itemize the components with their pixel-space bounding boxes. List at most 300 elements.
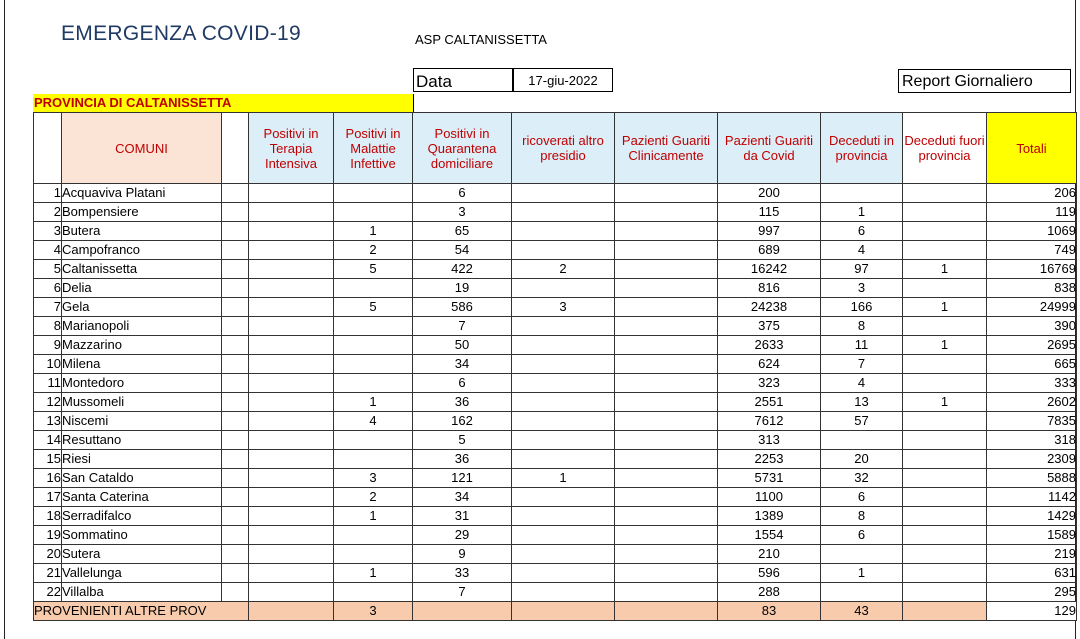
cell-malattie [334,526,413,545]
spacer-cell [222,355,249,374]
cell-ricoverati [512,545,615,564]
cell-ricoverati: 3 [512,298,615,317]
footer-row[interactable] [34,602,1077,621]
cell-terapia [249,450,334,469]
comune-name: Butera [62,222,222,241]
cell-guariti-covid: 7612 [718,412,821,431]
cell-quarantena: 6 [413,184,512,203]
cell-deceduti-fuori [903,564,987,583]
cell-totali: 1429 [987,507,1077,526]
cell-malattie: 3 [334,469,413,488]
cell-guariti-clin [615,450,718,469]
cell-guariti-covid: 689 [718,241,821,260]
cell-deceduti-fuori [903,203,987,222]
cell-deceduti-prov [821,583,903,602]
cell-quarantena: 19 [413,279,512,298]
cell-ricoverati [512,431,615,450]
cell-malattie [334,583,413,602]
cell-totali: 5888 [987,469,1077,488]
cell-guariti-covid: 624 [718,355,821,374]
footer-malattie: 3 [334,602,413,621]
cell-quarantena: 586 [413,298,512,317]
table-row[interactable] [34,355,1077,374]
cell-guariti-clin [615,469,718,488]
cell-totali: 838 [987,279,1077,298]
spacer-cell [222,374,249,393]
cell-quarantena: 9 [413,545,512,564]
cell-totali: 206 [987,184,1077,203]
cell-terapia [249,583,334,602]
cell-guariti-clin [615,317,718,336]
spacer-cell [222,184,249,203]
cell-deceduti-prov: 7 [821,355,903,374]
cell-ricoverati [512,526,615,545]
header-totali: Totali [987,113,1077,184]
comune-name: Sommatino [62,526,222,545]
cell-totali: 2309 [987,450,1077,469]
cell-guariti-covid: 16242 [718,260,821,279]
cell-quarantena: 3 [413,203,512,222]
cell-quarantena: 65 [413,222,512,241]
cell-guariti-clin [615,184,718,203]
cell-ricoverati [512,355,615,374]
cell-guariti-covid: 1100 [718,488,821,507]
cell-malattie [334,203,413,222]
cell-totali: 665 [987,355,1077,374]
cell-deceduti-prov: 4 [821,374,903,393]
cell-guariti-clin [615,374,718,393]
cell-deceduti-prov: 97 [821,260,903,279]
cell-deceduti-prov: 6 [821,526,903,545]
cell-malattie: 1 [334,222,413,241]
cell-malattie [334,374,413,393]
cell-terapia [249,393,334,412]
cell-malattie [334,431,413,450]
cell-guariti-clin [615,545,718,564]
covid-data-table [33,112,1077,621]
cell-totali: 119 [987,203,1077,222]
comune-name: Resuttano [62,431,222,450]
cell-totali: 390 [987,317,1077,336]
spacer-cell [222,317,249,336]
table-row[interactable] [34,469,1077,488]
spacer-cell [222,488,249,507]
cell-guariti-covid: 200 [718,184,821,203]
spacer-cell [222,583,249,602]
table-row[interactable] [34,450,1077,469]
cell-terapia [249,336,334,355]
table-row[interactable] [34,184,1077,203]
table-row[interactable] [34,222,1077,241]
row-index: 18 [34,507,62,526]
cell-terapia [249,260,334,279]
cell-guariti-covid: 323 [718,374,821,393]
header-guariti-clin: Pazienti Guariti Clinicamente [615,113,718,184]
cell-guariti-covid: 997 [718,222,821,241]
footer-terapia [249,602,334,621]
header-guariti-covid: Pazienti Guariti da Covid [718,113,821,184]
cell-guariti-clin [615,241,718,260]
cell-totali: 1069 [987,222,1077,241]
table-row[interactable] [34,583,1077,602]
cell-guariti-clin [615,222,718,241]
comune-name: Sutera [62,545,222,564]
table-row[interactable] [34,336,1077,355]
cell-terapia [249,298,334,317]
spacer-cell [222,507,249,526]
row-index: 17 [34,488,62,507]
row-index: 20 [34,545,62,564]
cell-totali: 295 [987,583,1077,602]
cell-guariti-clin [615,393,718,412]
cell-deceduti-prov [821,184,903,203]
table-row[interactable] [34,260,1077,279]
table-row[interactable] [34,241,1077,260]
cell-terapia [249,564,334,583]
spacer-cell [222,545,249,564]
cell-guariti-covid: 375 [718,317,821,336]
cell-guariti-covid: 1554 [718,526,821,545]
cell-malattie [334,355,413,374]
header-spacer [222,113,249,184]
row-index: 11 [34,374,62,393]
cell-deceduti-fuori [903,469,987,488]
cell-deceduti-prov: 6 [821,488,903,507]
header-terapia: Positivi in Terapia Intensiva [249,113,334,184]
cell-deceduti-prov [821,431,903,450]
cell-quarantena: 422 [413,260,512,279]
cell-terapia [249,412,334,431]
cell-guariti-covid: 288 [718,583,821,602]
cell-deceduti-prov: 8 [821,507,903,526]
cell-deceduti-fuori [903,241,987,260]
spacer-cell [222,336,249,355]
cell-deceduti-fuori [903,412,987,431]
cell-ricoverati [512,336,615,355]
table-row[interactable] [34,488,1077,507]
table-row[interactable] [34,317,1077,336]
cell-guariti-covid: 210 [718,545,821,564]
spacer-cell [222,393,249,412]
cell-malattie [334,336,413,355]
cell-deceduti-prov: 32 [821,469,903,488]
cell-guariti-clin [615,488,718,507]
cell-deceduti-fuori [903,526,987,545]
row-index: 14 [34,431,62,450]
comune-name: Niscemi [62,412,222,431]
spacer-cell [222,279,249,298]
cell-quarantena: 31 [413,507,512,526]
cell-guariti-clin [615,336,718,355]
cell-malattie: 1 [334,393,413,412]
spacer-cell [222,412,249,431]
row-index: 2 [34,203,62,222]
table-row[interactable] [34,545,1077,564]
cell-malattie: 4 [334,412,413,431]
cell-quarantena: 50 [413,336,512,355]
comune-name: Caltanissetta [62,260,222,279]
cell-quarantena: 36 [413,450,512,469]
cell-guariti-clin [615,431,718,450]
cell-deceduti-fuori: 1 [903,298,987,317]
spacer-cell [222,222,249,241]
cell-guariti-covid: 5731 [718,469,821,488]
cell-terapia [249,355,334,374]
cell-guariti-clin [615,279,718,298]
cell-deceduti-prov: 1 [821,564,903,583]
cell-terapia [249,279,334,298]
cell-deceduti-fuori [903,583,987,602]
row-index: 19 [34,526,62,545]
cell-deceduti-fuori [903,431,987,450]
province-banner: PROVINCIA DI CALTANISSETTA [33,94,414,112]
spacer-cell [222,564,249,583]
cell-ricoverati: 2 [512,260,615,279]
cell-deceduti-prov [821,545,903,564]
cell-terapia [249,526,334,545]
cell-quarantena: 121 [413,469,512,488]
comune-name: Riesi [62,450,222,469]
cell-deceduti-prov: 3 [821,279,903,298]
cell-deceduti-prov: 166 [821,298,903,317]
cell-ricoverati [512,241,615,260]
cell-malattie: 1 [334,507,413,526]
cell-ricoverati [512,507,615,526]
row-index: 10 [34,355,62,374]
comune-name: Vallelunga [62,564,222,583]
cell-terapia [249,507,334,526]
comune-name: Milena [62,355,222,374]
cell-guariti-covid: 2633 [718,336,821,355]
table-row[interactable] [34,393,1077,412]
cell-totali: 2602 [987,393,1077,412]
header-index [34,113,62,184]
date-value-cell[interactable]: 17-giu-2022 [513,68,613,92]
cell-guariti-clin [615,583,718,602]
cell-deceduti-prov: 57 [821,412,903,431]
cell-deceduti-fuori [903,450,987,469]
comune-name: Santa Caterina [62,488,222,507]
table-row[interactable] [34,279,1077,298]
table-body [34,184,1077,602]
row-index: 13 [34,412,62,431]
comune-name: Mussomeli [62,393,222,412]
cell-ricoverati [512,488,615,507]
cell-deceduti-prov: 20 [821,450,903,469]
row-index: 6 [34,279,62,298]
comune-name: Acquaviva Platani [62,184,222,203]
cell-deceduti-fuori [903,507,987,526]
cell-deceduti-fuori: 1 [903,393,987,412]
cell-guariti-covid: 115 [718,203,821,222]
cell-malattie: 1 [334,564,413,583]
comune-name: Serradifalco [62,507,222,526]
comune-name: Delia [62,279,222,298]
table-row[interactable] [34,412,1077,431]
comune-name: Gela [62,298,222,317]
spacer-cell [222,298,249,317]
cell-quarantena: 162 [413,412,512,431]
cell-guariti-clin [615,203,718,222]
header-malattie: Positivi in Malattie Infettive [334,113,413,184]
cell-ricoverati [512,222,615,241]
row-index: 22 [34,583,62,602]
header-ricoverati: ricoverati altro presidio [512,113,615,184]
cell-guariti-clin [615,526,718,545]
cell-deceduti-fuori: 1 [903,260,987,279]
comune-name: Campofranco [62,241,222,260]
cell-quarantena: 7 [413,317,512,336]
table-row[interactable] [34,431,1077,450]
table-row[interactable] [34,374,1077,393]
header-deceduti-prov: Deceduti in provincia [821,113,903,184]
cell-guariti-covid: 2551 [718,393,821,412]
cell-deceduti-prov: 11 [821,336,903,355]
cell-quarantena: 7 [413,583,512,602]
spacer-cell [222,203,249,222]
table-row[interactable] [34,298,1077,317]
cell-quarantena: 29 [413,526,512,545]
cell-deceduti-prov: 4 [821,241,903,260]
cell-deceduti-fuori [903,317,987,336]
cell-guariti-clin [615,507,718,526]
cell-deceduti-prov: 13 [821,393,903,412]
cell-ricoverati [512,317,615,336]
frame-left-border [4,0,5,639]
cell-ricoverati: 1 [512,469,615,488]
cell-malattie [334,545,413,564]
cell-quarantena: 33 [413,564,512,583]
footer-deceduti-fuori [903,602,987,621]
spacer-cell [222,526,249,545]
cell-totali: 1589 [987,526,1077,545]
cell-terapia [249,545,334,564]
cell-terapia [249,222,334,241]
cell-deceduti-prov: 1 [821,203,903,222]
table-header-row [34,113,1077,184]
cell-guariti-clin [615,412,718,431]
table-row[interactable] [34,564,1077,583]
cell-guariti-covid: 24238 [718,298,821,317]
comune-name: Mazzarino [62,336,222,355]
cell-terapia [249,374,334,393]
header-comuni: COMUNI [62,113,222,184]
footer-totali: 129 [987,602,1077,621]
cell-malattie: 2 [334,241,413,260]
row-index: 15 [34,450,62,469]
cell-ricoverati [512,203,615,222]
row-index: 8 [34,317,62,336]
cell-guariti-clin [615,298,718,317]
cell-terapia [249,469,334,488]
cell-ricoverati [512,412,615,431]
cell-terapia [249,488,334,507]
cell-quarantena: 34 [413,488,512,507]
cell-totali: 631 [987,564,1077,583]
cell-totali: 7835 [987,412,1077,431]
cell-terapia [249,203,334,222]
cell-deceduti-prov: 6 [821,222,903,241]
spacer-cell [222,469,249,488]
header-deceduti-fuori: Deceduti fuori provincia [903,113,987,184]
spacer-cell [222,450,249,469]
comune-name: San Cataldo [62,469,222,488]
footer-guariti-covid: 83 [718,602,821,621]
table-row[interactable] [34,203,1077,222]
cell-deceduti-fuori: 1 [903,336,987,355]
cell-totali: 1142 [987,488,1077,507]
date-label: Data [413,68,513,92]
cell-quarantena: 54 [413,241,512,260]
cell-ricoverati [512,279,615,298]
cell-ricoverati [512,184,615,203]
comune-name: Bompensiere [62,203,222,222]
footer-label: PROVENIENTI ALTRE PROV [34,602,249,621]
footer-ricoverati [512,602,615,621]
cell-malattie [334,317,413,336]
cell-ricoverati [512,450,615,469]
cell-totali: 333 [987,374,1077,393]
cell-ricoverati [512,393,615,412]
row-index: 4 [34,241,62,260]
cell-malattie: 2 [334,488,413,507]
cell-malattie [334,184,413,203]
cell-deceduti-fuori [903,279,987,298]
cell-quarantena: 36 [413,393,512,412]
cell-terapia [249,241,334,260]
cell-malattie [334,279,413,298]
table-row[interactable] [34,526,1077,545]
cell-malattie [334,450,413,469]
cell-guariti-covid: 2253 [718,450,821,469]
cell-quarantena: 34 [413,355,512,374]
cell-terapia [249,184,334,203]
row-index: 7 [34,298,62,317]
spacer-cell [222,241,249,260]
comune-name: Villalba [62,583,222,602]
cell-deceduti-fuori [903,184,987,203]
cell-deceduti-fuori [903,488,987,507]
cell-deceduti-fuori [903,355,987,374]
row-index: 9 [34,336,62,355]
cell-totali: 219 [987,545,1077,564]
spacer-cell [222,260,249,279]
row-index: 21 [34,564,62,583]
organization-label: ASP CALTANISSETTA [415,32,547,47]
header-quarantena: Positivi in Quarantena domiciliare [413,113,512,184]
cell-terapia [249,431,334,450]
row-index: 5 [34,260,62,279]
cell-quarantena: 5 [413,431,512,450]
spacer-cell [222,431,249,450]
cell-totali: 2695 [987,336,1077,355]
row-index: 1 [34,184,62,203]
comune-name: Montedoro [62,374,222,393]
row-index: 12 [34,393,62,412]
cell-ricoverati [512,374,615,393]
cell-guariti-clin [615,564,718,583]
row-index: 3 [34,222,62,241]
table-row[interactable] [34,507,1077,526]
footer-guariti-clin [615,602,718,621]
cell-totali: 16769 [987,260,1077,279]
footer-deceduti-prov: 43 [821,602,903,621]
cell-malattie: 5 [334,298,413,317]
cell-ricoverati [512,564,615,583]
cell-guariti-covid: 313 [718,431,821,450]
cell-guariti-covid: 596 [718,564,821,583]
cell-totali: 749 [987,241,1077,260]
